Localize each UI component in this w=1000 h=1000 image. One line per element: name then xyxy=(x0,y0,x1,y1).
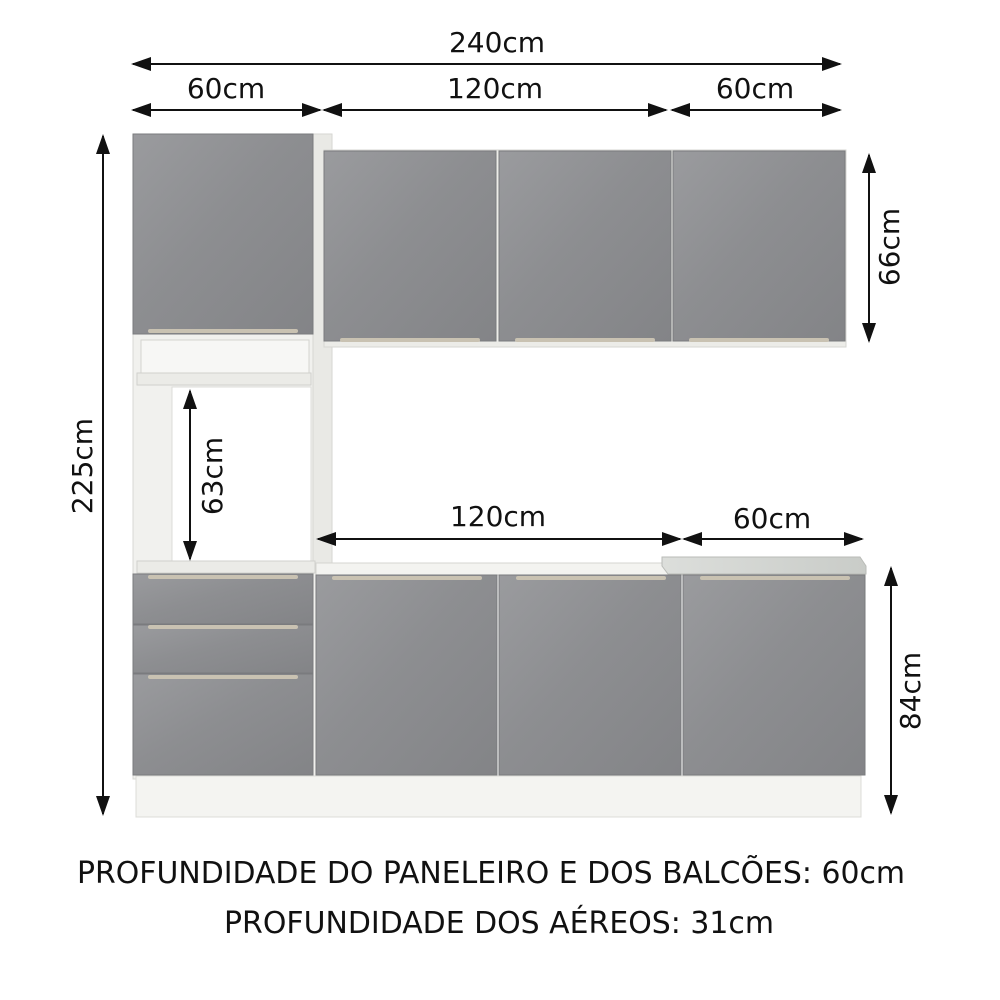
niche-shelf xyxy=(137,373,311,385)
label-aereo-height: 66cm xyxy=(873,207,906,287)
label-balcao-middle-width: 120cm xyxy=(449,500,547,533)
balcao-door-2 xyxy=(499,575,681,775)
paneleiro-top-door xyxy=(133,134,313,334)
cabinets xyxy=(133,134,866,817)
paneleiro-drawer-3-handle xyxy=(148,675,298,679)
note-depth-aereos: PROFUNDIDADE DOS AÉREOS: 31cm xyxy=(224,906,776,941)
oven-niche xyxy=(172,387,311,561)
aereo-door-1-handle xyxy=(340,338,480,342)
label-aereo-right-width: 60cm xyxy=(715,72,795,105)
plinth xyxy=(136,776,861,817)
balcao-top xyxy=(316,563,686,575)
countertop xyxy=(662,557,866,574)
balcao-door-1-handle xyxy=(332,576,482,580)
depth-notes xyxy=(77,854,909,941)
aereo-door-2 xyxy=(499,151,671,341)
paneleiro-drawer-2 xyxy=(133,625,313,673)
paneleiro-drawer-3 xyxy=(133,674,313,775)
paneleiro-top-door-handle xyxy=(148,329,298,333)
balcao-door-1 xyxy=(316,575,497,775)
paneleiro-drawer-1-handle xyxy=(148,575,298,579)
label-paneleiro-width: 60cm xyxy=(186,72,266,105)
paneleiro-drawer-2-handle xyxy=(148,625,298,629)
label-balcao-right-width: 60cm xyxy=(732,502,812,535)
balcao-door-3-handle xyxy=(700,576,850,580)
label-oven-niche-height: 63cm xyxy=(196,436,229,516)
note-depth-paneleiro-balcoes: PROFUNDIDADE DO PANELEIRO E DOS BALCÕES: 60cm xyxy=(77,856,909,891)
aereo-door-3-handle xyxy=(689,338,829,342)
paneleiro-drawer-1 xyxy=(133,574,313,624)
balcao-door-2-handle xyxy=(516,576,666,580)
label-balcao-height: 84cm xyxy=(894,651,927,731)
aereo-door-3 xyxy=(673,151,845,341)
aereo-door-1 xyxy=(324,151,496,341)
microwave-niche xyxy=(141,340,309,373)
balcao-door-3 xyxy=(683,575,865,775)
label-total-width: 240cm xyxy=(448,26,546,59)
label-aereo-middle-width: 120cm xyxy=(446,72,544,105)
aereo-door-2-handle xyxy=(515,338,655,342)
label-total-height: 225cm xyxy=(66,417,99,515)
oven-niche-shelf xyxy=(137,561,315,573)
